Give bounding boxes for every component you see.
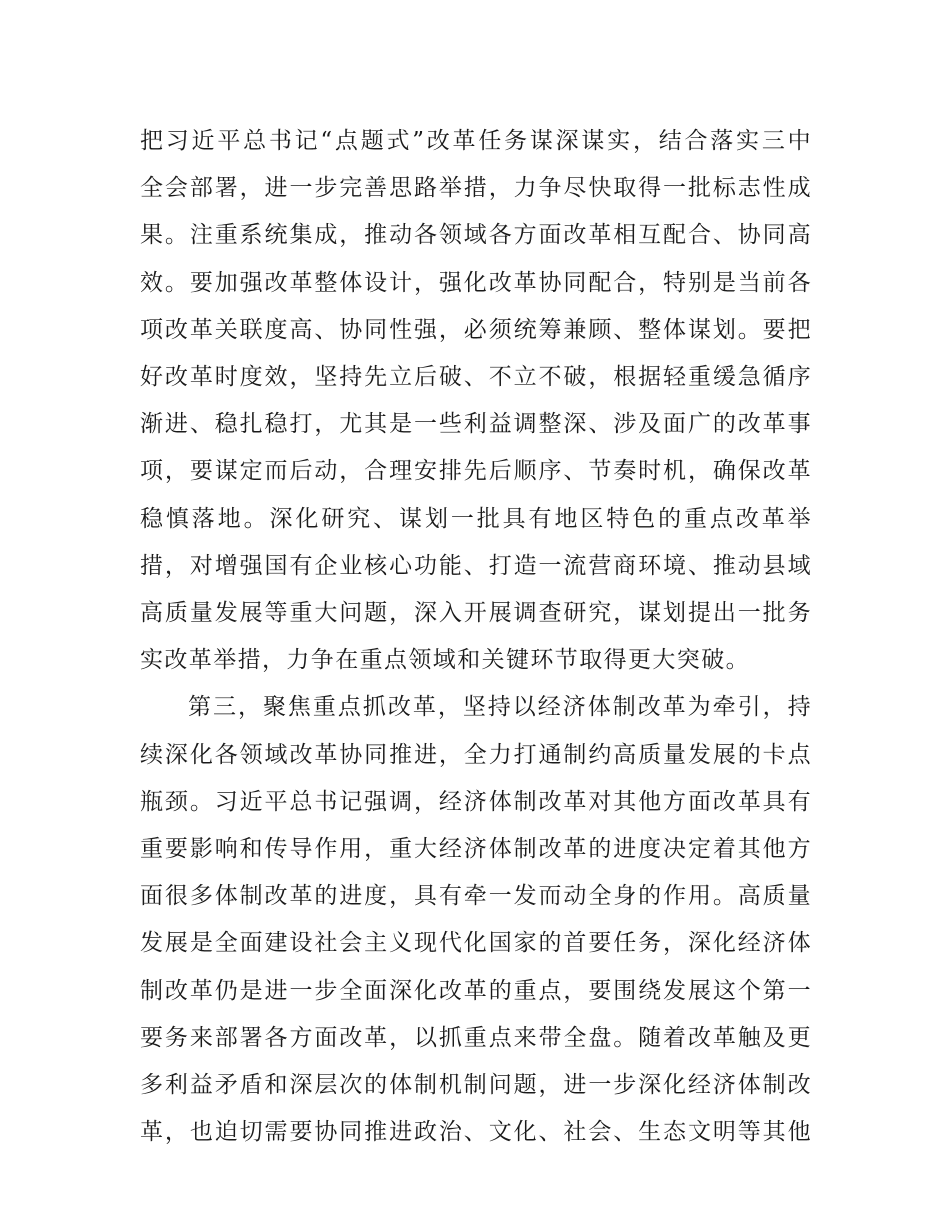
text-line: 高质量发展等重大问题，深入开展调查研究，谋划提出一批务	[140, 600, 812, 627]
text-line: 发展是全面建设社会主义现代化国家的首要任务，深化经济体	[140, 930, 812, 957]
paragraph-2	[140, 684, 812, 1156]
text-line: 重要影响和传导作用，重大经济体制改革的进度决定着其他方	[140, 836, 812, 863]
text-line: 项改革关联度高、协同性强，必须统筹兼顾、整体谋划。要把	[140, 316, 812, 343]
paragraph-1	[140, 118, 812, 684]
text-line: 稳慎落地。深化研究、谋划一批具有地区特色的重点改革举	[140, 505, 812, 532]
text-line: 全会部署，进一步完善思路举措，力争尽快取得一批标志性成	[140, 175, 812, 202]
text-line: 实改革举措，力争在重点领域和关键环节取得更大突破。	[140, 647, 750, 674]
text-line: 把习近平总书记“点题式”改革任务谋深谋实，结合落实三中	[140, 128, 812, 154]
text-line: 措，对增强国有企业核心功能、打造一流营商环境、推动县域	[140, 552, 812, 579]
text-line: 果。注重系统集成，推动各领域各方面改革相互配合、协同高	[140, 222, 812, 249]
text-line: 面很多体制改革的进度，具有牵一发而动全身的作用。高质量	[140, 883, 812, 910]
text-line: 多利益矛盾和深层次的体制机制问题，进一步深化经济体制改	[140, 1072, 812, 1099]
text-line: 效。要加强改革整体设计，强化改革协同配合，特别是当前各	[140, 269, 812, 296]
text-line: 好改革时度效，坚持先立后破、不立不破，根据轻重缓急循序	[140, 364, 812, 391]
text-line: 第三，聚焦重点抓改革，坚持以经济体制改革为牵引，持	[188, 694, 812, 721]
text-line: 革，也迫切需要协同推进政治、文化、社会、生态文明等其他	[140, 1119, 812, 1146]
text-line: 渐进、稳扎稳打，尤其是一些利益调整深、涉及面广的改革事	[140, 411, 812, 438]
text-line: 续深化各领域改革协同推进，全力打通制约高质量发展的卡点	[140, 741, 812, 768]
text-line: 瓶颈。习近平总书记强调，经济体制改革对其他方面改革具有	[140, 788, 812, 815]
text-line: 项，要谋定而后动，合理安排先后顺序、节奏时机，确保改革	[140, 458, 812, 485]
text-line: 要务来部署各方面改革，以抓重点来带全盘。随着改革触及更	[140, 1024, 812, 1051]
text-line: 制改革仍是进一步全面深化改革的重点，要围绕发展这个第一	[140, 977, 812, 1004]
document-body	[140, 118, 812, 1156]
